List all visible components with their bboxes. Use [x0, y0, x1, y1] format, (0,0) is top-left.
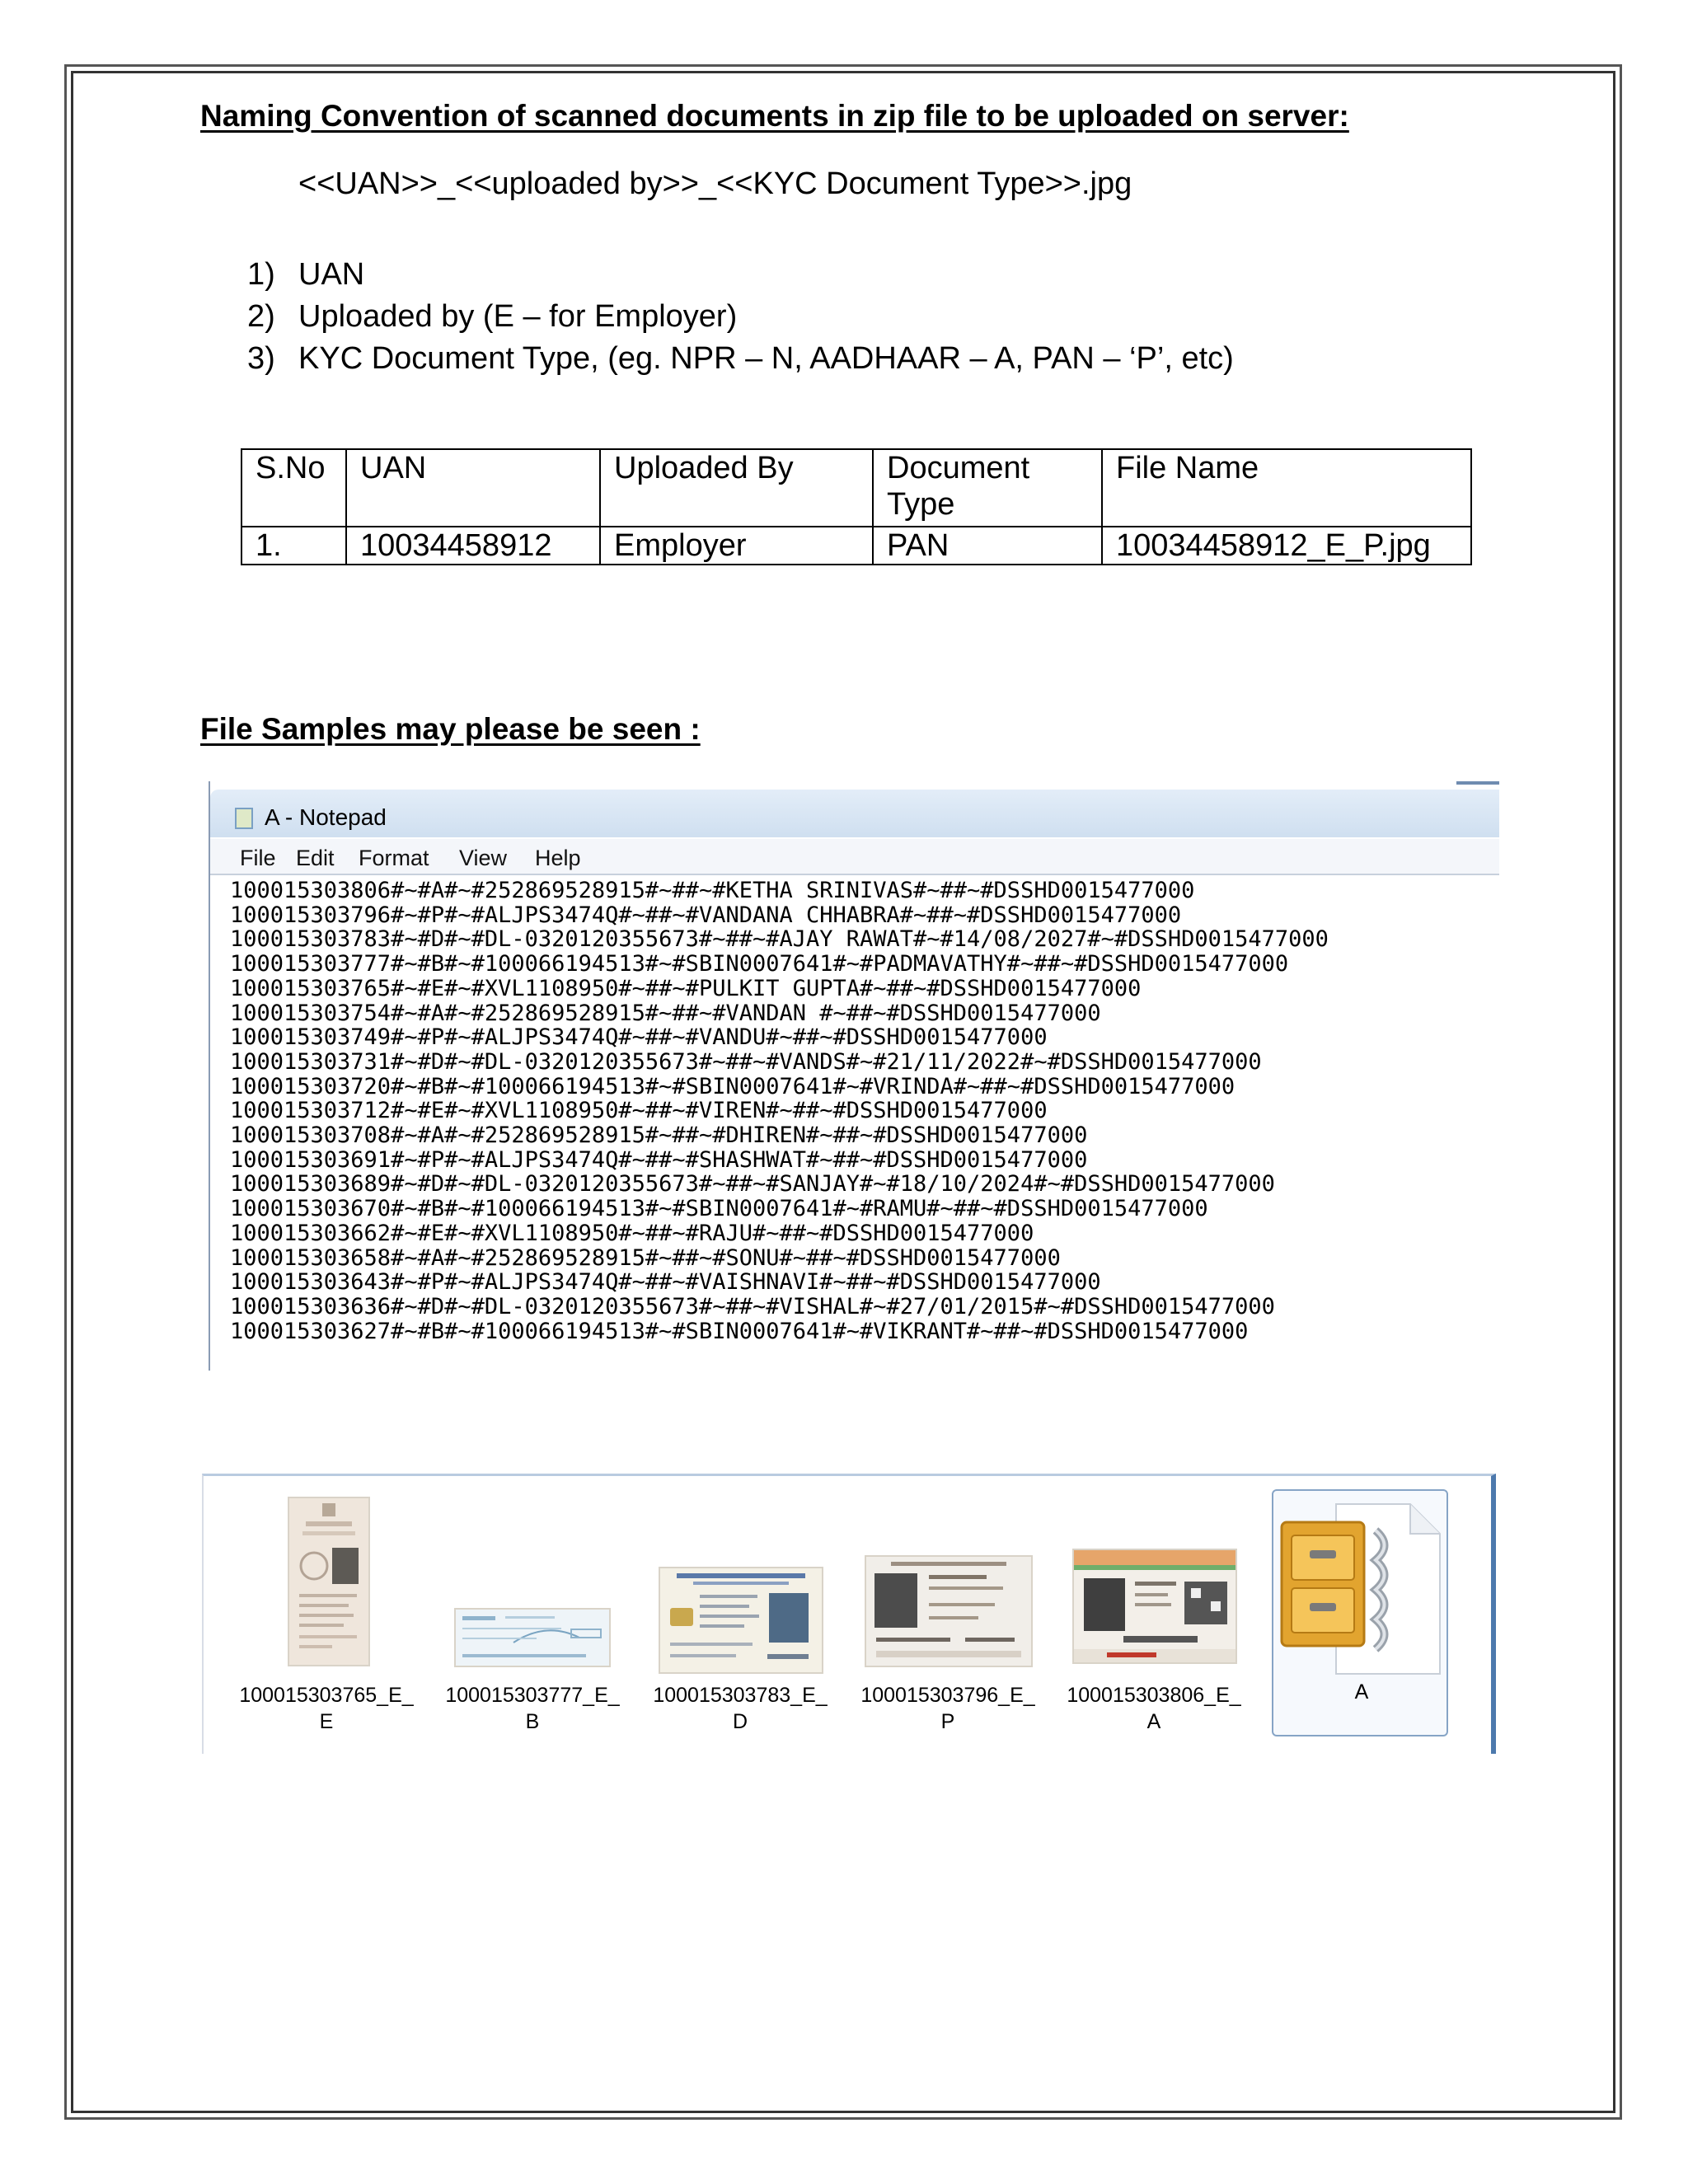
- notepad-title-bar[interactable]: [210, 790, 1499, 837]
- window-edge: [1456, 781, 1499, 785]
- notepad-icon: [235, 808, 253, 829]
- cheque-thumbnail: [454, 1608, 611, 1667]
- notepad-line: 100015303712#~#E#~#XVL1108950#~##~#VIREN#~##~#DSSHD0015477000: [230, 1098, 1048, 1124]
- rule-item: [247, 296, 1234, 338]
- rule-text: Uploaded by (E – for Employer): [298, 299, 738, 334]
- header-sno: S.No: [241, 449, 346, 527]
- cell-file-name: 10034458912_E_P.jpg: [1102, 527, 1471, 565]
- menu-file[interactable]: File: [240, 846, 276, 870]
- menu-help[interactable]: Help: [535, 846, 581, 870]
- notepad-line: 100015303670#~#B#~#100066194513#~#SBIN0007641#~#RAMU#~##~#DSSHD0015477000: [230, 1196, 1208, 1222]
- rule-number: 1): [247, 257, 275, 292]
- notepad-line: 100015303708#~#A#~#252869528915#~##~#DHIREN#~##~#DSSHD0015477000: [230, 1122, 1088, 1149]
- notepad-line: 100015303643#~#P#~#ALJPS3474Q#~##~#VAISHNAVI#~##~#DSSHD0015477000: [230, 1269, 1101, 1296]
- notepad-line: 100015303765#~#E#~#XVL1108950#~##~#PULKIT GUPTA#~##~#DSSHD0015477000: [230, 975, 1142, 1001]
- file-explorer-view: [202, 1474, 1496, 1754]
- file-name-label: 100015303796_E_ P: [860, 1684, 1035, 1733]
- file-item-voter-id[interactable]: [238, 1484, 415, 1732]
- header-file-name: File Name: [1102, 449, 1471, 527]
- rule-number: 3): [247, 341, 275, 376]
- file-item-aadhaar-card[interactable]: [1066, 1484, 1242, 1732]
- notepad-line: 100015303777#~#B#~#100066194513#~#SBIN0007641#~#PADMAVATHY#~##~#DSSHD0015477000: [230, 951, 1289, 977]
- notepad-text-area[interactable]: [230, 879, 1329, 1343]
- file-item-zip-archive[interactable]: [1272, 1489, 1448, 1736]
- notepad-line: 100015303658#~#A#~#252869528915#~##~#SONU#~##~#DSSHD0015477000: [230, 1244, 1061, 1271]
- table-header-row: [241, 449, 1471, 527]
- menu-edit[interactable]: Edit: [296, 846, 335, 870]
- file-name-label: 100015303765_E_ E: [239, 1684, 414, 1733]
- file-name-label: 100015303777_E_ B: [445, 1684, 620, 1733]
- notepad-title: A - Notepad: [265, 804, 387, 830]
- notepad-line: 100015303627#~#B#~#100066194513#~#SBIN0007641#~#VIKRANT#~##~#DSSHD0015477000: [230, 1318, 1249, 1344]
- notepad-line: 100015303691#~#P#~#ALJPS3474Q#~##~#SHASHWAT#~##~#DSSHD0015477000: [230, 1146, 1088, 1173]
- notepad-line: 100015303754#~#A#~#252869528915#~##~#VANDAN #~##~#DSSHD0015477000: [230, 1000, 1101, 1026]
- notepad-line: 100015303636#~#D#~#DL-0320120355673#~##~#VISHAL#~#27/01/2015#~#DSSHD0015477000: [230, 1293, 1275, 1319]
- cell-document-type: PAN: [873, 527, 1102, 565]
- notepad-line: 100015303783#~#D#~#DL-0320120355673#~##~#AJAY RAWAT#~#14/08/2027#~#DSSHD0015477000: [230, 926, 1329, 953]
- notepad-line: 100015303806#~#A#~#252869528915#~##~#KETHA SRINIVAS#~##~#DSSHD0015477000: [230, 878, 1195, 903]
- driving-licence-thumbnail: [659, 1567, 823, 1674]
- menu-view[interactable]: View: [459, 846, 508, 870]
- zip-archive-icon: [1278, 1497, 1443, 1680]
- rule-text: UAN: [298, 257, 365, 292]
- file-name-label: A: [1354, 1680, 1369, 1704]
- voter-id-card-thumbnail: [288, 1497, 370, 1666]
- menu-format[interactable]: Format: [359, 846, 429, 870]
- file-item-pan-card[interactable]: [860, 1484, 1036, 1732]
- naming-rules-list: [247, 254, 1234, 380]
- header-uan: UAN: [346, 449, 600, 527]
- cell-uploaded-by: Employer: [600, 527, 873, 565]
- notepad-line: 100015303749#~#P#~#ALJPS3474Q#~##~#VANDU#~##~#DSSHD0015477000: [230, 1024, 1048, 1051]
- file-item-driving-licence[interactable]: [652, 1484, 828, 1732]
- file-item-cheque[interactable]: [444, 1484, 621, 1732]
- notepad-line: 100015303689#~#D#~#DL-0320120355673#~##~#SANJAY#~#18/10/2024#~#DSSHD0015477000: [230, 1171, 1275, 1197]
- cell-uan: 10034458912: [346, 527, 600, 565]
- cell-sno: 1.: [241, 527, 346, 565]
- notepad-line: 100015303720#~#B#~#100066194513#~#SBIN0007641#~#VRINDA#~##~#DSSHD0015477000: [230, 1073, 1236, 1099]
- notepad-line: 100015303796#~#P#~#ALJPS3474Q#~##~#VANDANA CHHABRA#~##~#DSSHD0015477000: [230, 902, 1182, 928]
- example-file-name-table: [241, 448, 1472, 565]
- aadhaar-card-thumbnail: [1072, 1549, 1237, 1664]
- notepad-line: 100015303662#~#E#~#XVL1108950#~##~#RAJU#~##~#DSSHD0015477000: [230, 1220, 1034, 1246]
- header-document-type: Document Type: [873, 449, 1102, 527]
- notepad-window: [209, 781, 1499, 1371]
- table-row: [241, 527, 1471, 565]
- file-name-pattern: <<UAN>>_<<uploaded by>>_<<KYC Document Type>>.jpg: [298, 166, 1132, 201]
- file-samples-heading: File Samples may please be seen :: [200, 712, 701, 746]
- naming-convention-heading: Naming Convention of scanned documents in zip file to be uploaded on server:: [200, 99, 1349, 133]
- notepad-line: 100015303731#~#D#~#DL-0320120355673#~##~#VANDS#~#21/11/2022#~#DSSHD0015477000: [230, 1048, 1262, 1075]
- rule-text: KYC Document Type, (eg. NPR – N, AADHAAR – A, PAN – ‘P’, etc): [298, 341, 1234, 376]
- pan-card-thumbnail: [865, 1555, 1033, 1667]
- rule-number: 2): [247, 299, 275, 334]
- rule-item: [247, 338, 1234, 380]
- header-uploaded-by: Uploaded By: [600, 449, 873, 527]
- file-name-label: 100015303783_E_ D: [653, 1684, 828, 1733]
- file-name-label: 100015303806_E_ A: [1067, 1684, 1241, 1733]
- rule-item: [247, 254, 1234, 296]
